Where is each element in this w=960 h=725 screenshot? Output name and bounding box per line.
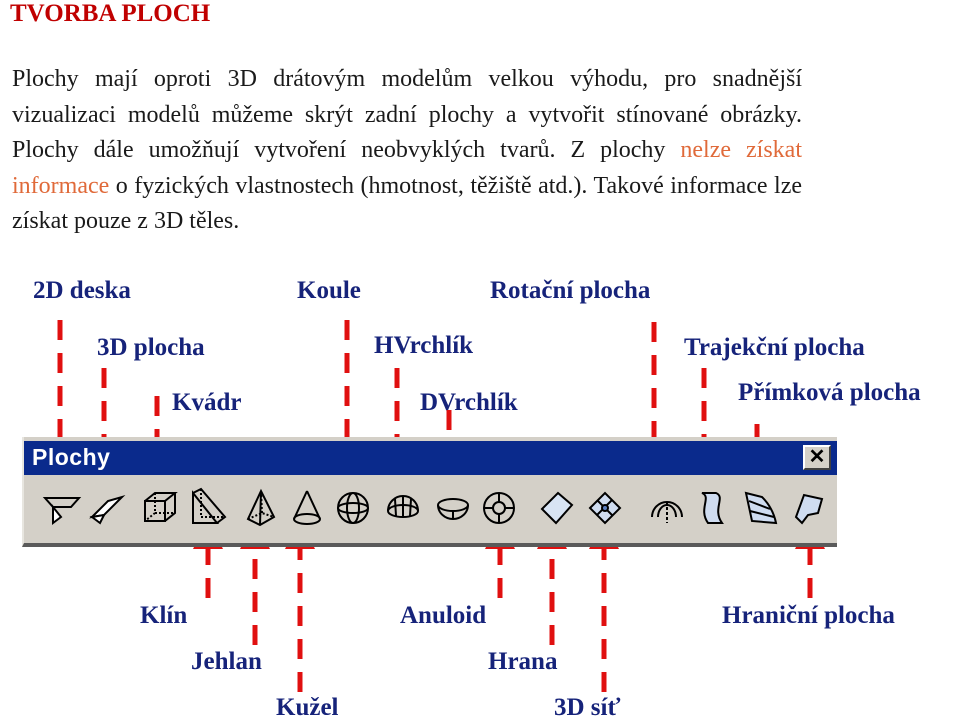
- label-koule: Koule: [297, 277, 361, 304]
- dome-button[interactable]: [382, 487, 424, 529]
- plochy-toolbar: [22, 437, 837, 547]
- edge-surface-button[interactable]: [788, 487, 830, 529]
- torus-icon: [478, 487, 520, 529]
- pyramid-button[interactable]: [240, 487, 282, 529]
- 3d-face-icon: [86, 487, 128, 529]
- close-button[interactable]: ✕: [803, 445, 831, 470]
- paragraph-text-1: Plochy mají oproti 3D drátovým modelům velkou výhodu, pro snadnější vizualizaci modelů můžeme skrýt zadní plochy a vytvořit stínované obrázky. Plochy dále umožňují vytvoření neobvyklých tvarů. Z plochy: [12, 66, 802, 163]
- 3d-mesh-button[interactable]: [584, 487, 626, 529]
- label-dvrchlik: DVrchlík: [420, 389, 518, 416]
- wedge-icon: [187, 487, 229, 529]
- pyramid-icon: [240, 487, 282, 529]
- label-hvrchlik: HVrchlík: [374, 332, 474, 359]
- edge-icon: [536, 487, 578, 529]
- 2d-solid-button[interactable]: [41, 487, 83, 529]
- label-hranicni-plocha: Hraniční plocha: [722, 602, 895, 629]
- box-button[interactable]: [139, 487, 181, 529]
- box-icon: [139, 487, 181, 529]
- toolbar-buttons: [24, 477, 837, 539]
- edge-surface-icon: [788, 487, 830, 529]
- label-anuloid: Anuloid: [400, 602, 487, 629]
- label-jehlan: Jehlan: [191, 648, 262, 675]
- label-kuzel: Kužel: [276, 694, 339, 721]
- torus-button[interactable]: [478, 487, 520, 529]
- tabulated-surface-icon: [692, 487, 734, 529]
- paragraph-text-2: o fyzických vlastnostech (hmotnost, těžiště atd.). Takové informace lze získat pouze z 3D těles.: [12, 172, 802, 234]
- revolved-surface-button[interactable]: [646, 487, 688, 529]
- edge-button[interactable]: [536, 487, 578, 529]
- label-trajekcni-plocha: Trajekční plocha: [684, 334, 865, 361]
- toolbar-title: Plochy: [32, 444, 111, 470]
- label-3d-sit: 3D síť: [554, 694, 621, 721]
- label-2d-deska: 2D deska: [33, 277, 131, 304]
- label-kvadr: Kvádr: [172, 389, 242, 416]
- 3d-face-button[interactable]: [86, 487, 128, 529]
- ruled-surface-icon: [740, 487, 782, 529]
- label-klin: Klín: [140, 602, 188, 629]
- label-hrana: Hrana: [488, 648, 558, 675]
- page-title: TVORBA PLOCH: [10, 0, 211, 27]
- ruled-surface-button[interactable]: [740, 487, 782, 529]
- 3d-mesh-icon: [584, 487, 626, 529]
- revolved-surface-icon: [646, 487, 688, 529]
- tabulated-surface-button[interactable]: [692, 487, 734, 529]
- cone-icon: [286, 487, 328, 529]
- sphere-button[interactable]: [332, 487, 374, 529]
- label-primkova-plocha: Přímková plocha: [738, 379, 921, 406]
- toolbar-titlebar[interactable]: [24, 441, 837, 475]
- wedge-button[interactable]: [187, 487, 229, 529]
- dish-button[interactable]: [432, 487, 474, 529]
- cone-button[interactable]: [286, 487, 328, 529]
- 2d-solid-icon: [41, 487, 83, 529]
- sphere-icon: [332, 487, 374, 529]
- dome-icon: [382, 487, 424, 529]
- label-rotacni-plocha: Rotační plocha: [490, 277, 651, 304]
- paragraph-highlight: nelze získat informace: [12, 137, 802, 199]
- label-3d-plocha: 3D plocha: [97, 334, 205, 361]
- dish-icon: [432, 487, 474, 529]
